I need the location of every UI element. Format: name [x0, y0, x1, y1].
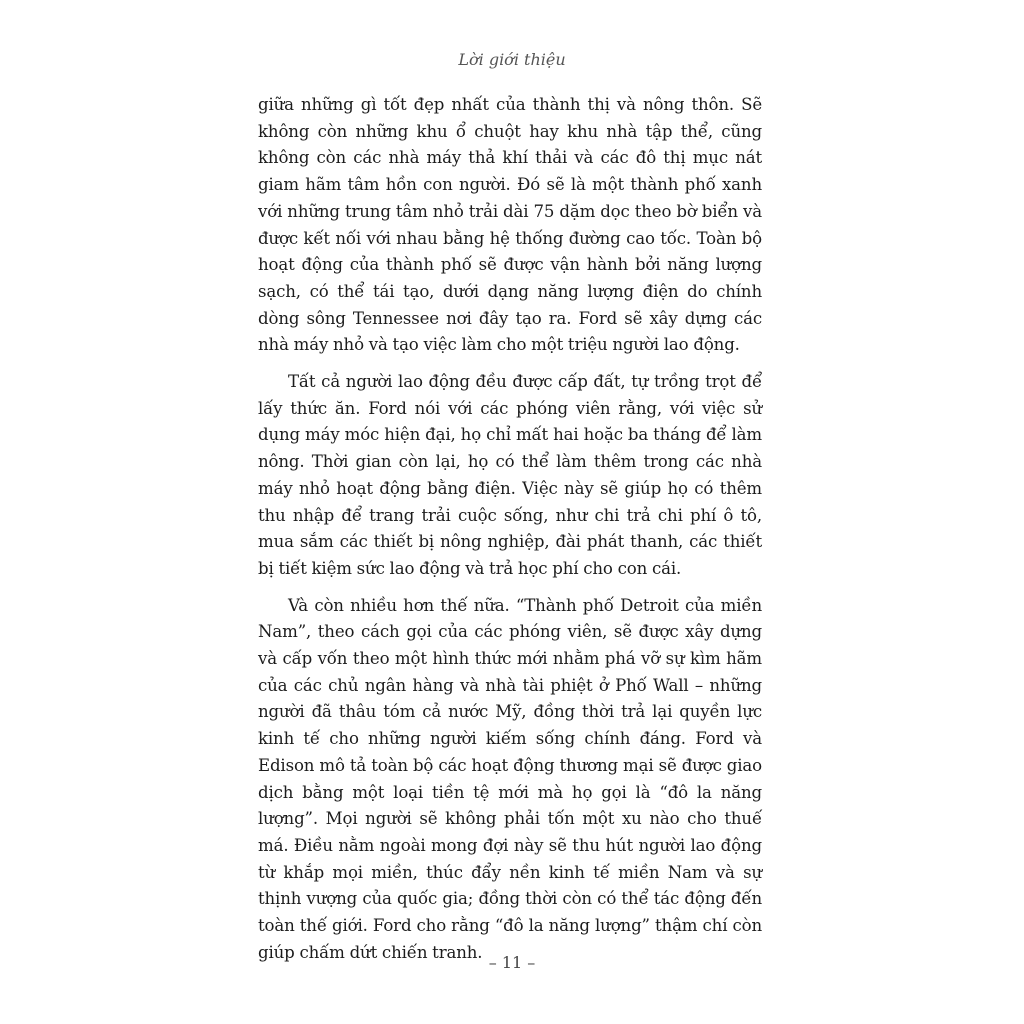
- body-text: [258, 92, 762, 967]
- page-number: – 11 –: [488, 953, 536, 972]
- paragraph-2: Tất cả người lao động đều được cấp đất, tự trồng trọt để lấy thức ăn. Ford nói với các phóng viên rằng, với việc sử dụng máy móc hiện đại, họ chỉ mất hai hoặc ba tháng để làm nông. Thời gian còn lại, họ có thể làm thêm trong các nhà máy nhỏ hoạt động bằng điện. Việc này sẽ giúp họ có thêm thu nhập để trang trải cuộc sống, như chi trả chi phí ô tô, mua sắm các thiết bị nông nghiệp, đài phát thanh, các thiết bị tiết kiệm sức lao động và trả học phí cho con cái.: [258, 372, 762, 578]
- paragraph-3: Và còn nhiều hơn thế nữa. “Thành phố Detroit của miền Nam”, theo cách gọi của các phóng viên, sẽ được xây dựng và cấp vốn theo một hình thức mới nhằm phá vỡ sự kìm hãm của các chủ ngân hàng và nhà tài phiệt ở Phố Wall – những người đã thâu tóm cả nước Mỹ, đồng thời trả lại quyền lực kinh tế cho những người kiếm sống chính đáng. Ford và Edison mô tả toàn bộ các hoạt động thương mại sẽ được giao dịch bằng một loại tiền tệ mới mà họ gọi là “đô la năng lượng”. Mọi người sẽ không phải tốn một xu nào cho thuế má. Điều nằm ngoài mong đợi này sẽ thu hút người lao động từ khắp mọi miền, thúc đẩy nền kinh tế miền Nam và sự thịnh vượng của quốc gia; đồng thời còn có thể tác động đến toàn thế giới. Ford cho rằng “đô la năng lượng” thậm chí còn giúp chấm dứt chiến tranh.: [258, 595, 762, 962]
- running-head-title: Lời giới thiệu: [458, 50, 566, 69]
- paragraph-1: giữa những gì tốt đẹp nhất của thành thị và nông thôn. Sẽ không còn những khu ổ chuột hay khu nhà tập thể, cũng không còn các nhà máy thả khí thải và các đô thị mục nát giam hãm tâm hồn con người. Đó sẽ là một thành phố xanh với những trung tâm nhỏ trải dài 75 dặm dọc theo bờ biển và được kết nối với nhau bằng hệ thống đường cao tốc. Toàn bộ hoạt động của thành phố sẽ được vận hành bởi năng lượng sạch, có thể tái tạo, dưới dạng năng lượng điện do chính dòng sông Tennessee nơi đây tạo ra. Ford sẽ xây dựng các nhà máy nhỏ và tạo việc làm cho một triệu người lao động.: [258, 95, 762, 355]
